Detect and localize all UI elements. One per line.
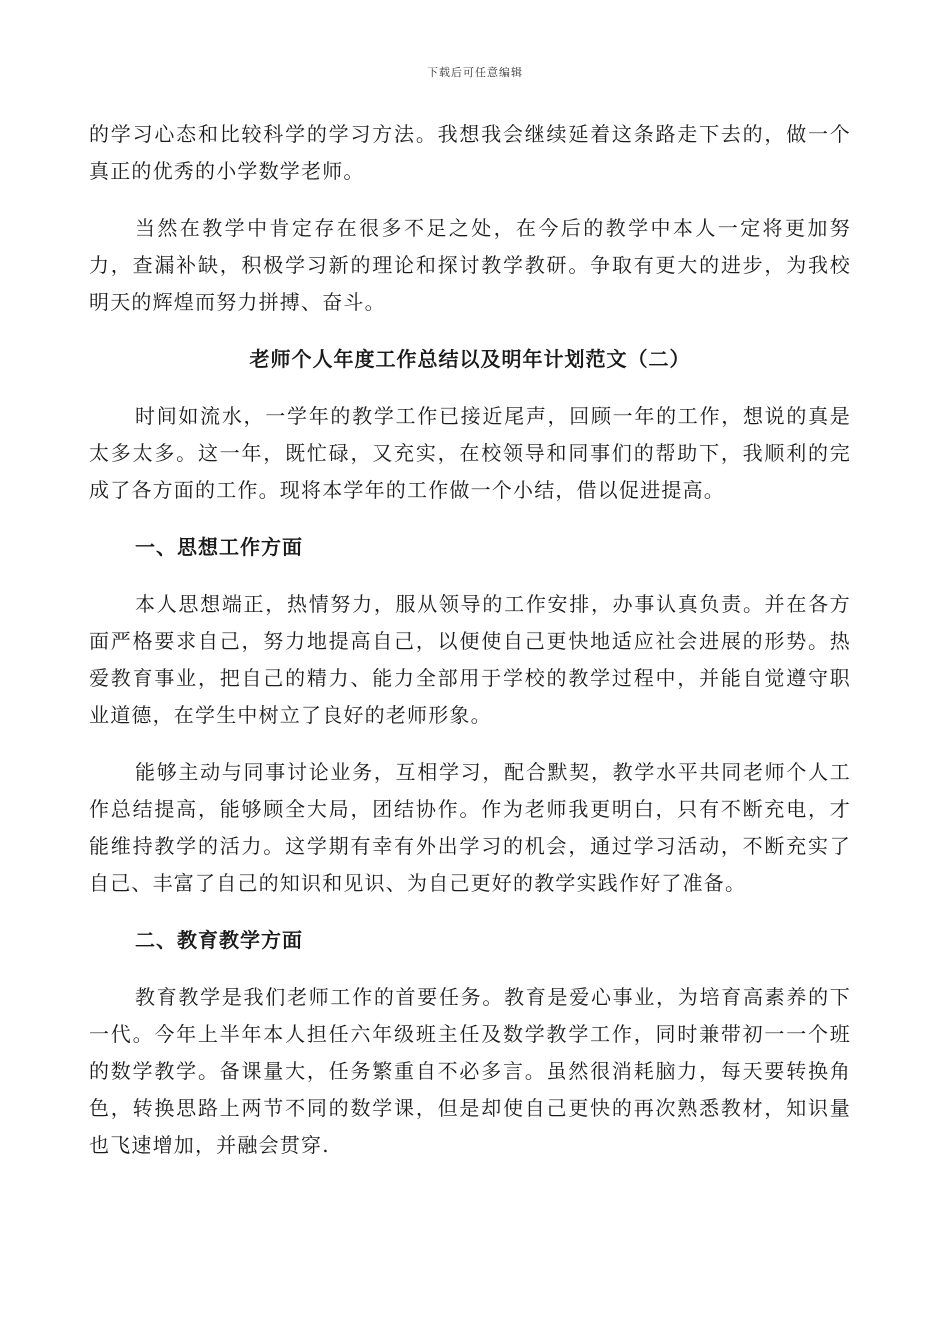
paragraph-teaching: 教育教学是我们老师工作的首要任务。教育是爱心事业，为培育高素养的下一代。今年上半年本人担任六年级班主任及数学教学工作，同时兼带初一一个班的数学教学。备课量大，任务繁重自不必多言。虽然很消耗脑力，每天要转换角色，转换思路上两节不同的数学课，但是却使自己更快的再次熟悉教材，知识量也飞速增加，并融会贯穿. xyxy=(89,985,851,1157)
paragraph-intro: 时间如流水，一学年的教学工作已接近尾声，回顾一年的工作，想说的真是太多太多。这一年，既忙碌，又充实，在校领导和同事们的帮助下，我顺利的完成了各方面的工作。现将本学年的工作做一个小结，借以促进提高。 xyxy=(89,404,851,502)
section-title: 老师个人年度工作总结以及明年计划范文（二） xyxy=(249,347,691,371)
paragraph-improvement: 当然在教学中肯定存在很多不足之处，在今后的教学中本人一定将更加努力，查漏补缺，积极学习新的理论和探讨教学教研。争取有更大的进步，为我校明天的辉煌而努力拼搏、奋斗。 xyxy=(89,216,851,314)
heading-thought-work: 一、思想工作方面 xyxy=(135,535,303,559)
page-header: 下载后可任意编辑 xyxy=(427,66,523,79)
document-body xyxy=(89,116,851,1184)
paragraph-thought-work: 本人思想端正，热情努力，服从领导的工作安排，办事认真负责。并在各方面严格要求自己，努力地提高自己，以便使自己更快地适应社会进展的形势。热爱教育事业，把自己的精力、能力全部用于学校的教学过程中，并能自觉遵守职业道德，在学生中树立了良好的老师形象。 xyxy=(89,592,851,727)
paragraph-continuation: 的学习心态和比较科学的学习方法。我想我会继续延着这条路走下去的，做一个真正的优秀的小学数学老师。 xyxy=(89,122,851,183)
heading-teaching: 二、教育教学方面 xyxy=(135,928,303,952)
paragraph-collaboration: 能够主动与同事讨论业务，互相学习，配合默契，教学水平共同老师个人工作总结提高，能够顾全大局，团结协作。作为老师我更明白，只有不断充电，才能维持教学的活力。这学期有幸有外出学习的机会，通过学习活动，不断充实了自己、丰富了自己的知识和见识、为自己更好的教学实践作好了准备。 xyxy=(89,760,851,895)
